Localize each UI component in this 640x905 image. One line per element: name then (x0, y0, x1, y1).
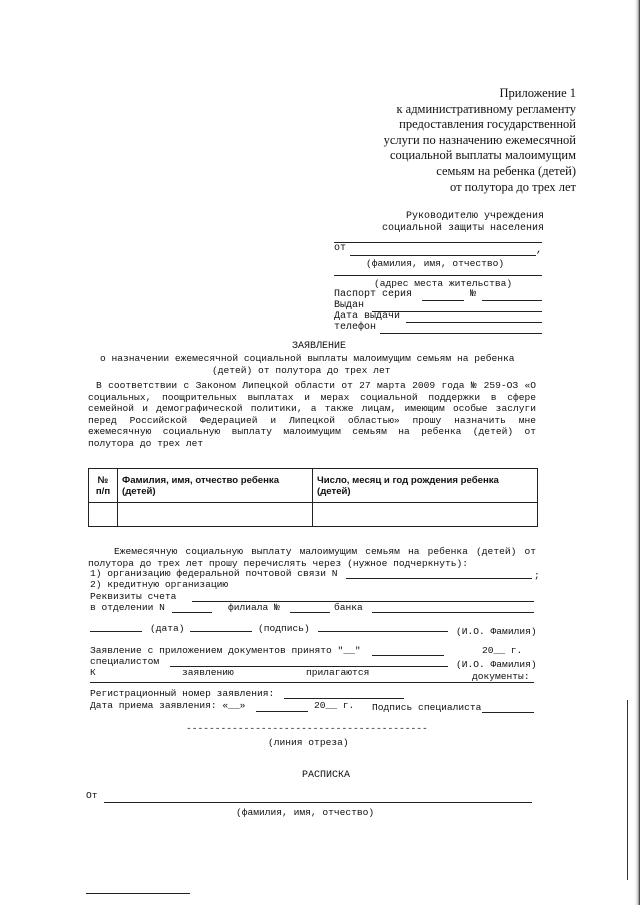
acceptance-year: 20__ г. (482, 645, 523, 656)
signature-line[interactable] (190, 631, 252, 632)
post-office-number-line[interactable] (346, 578, 532, 579)
cut-line-dashes: ------------------------------------------ (186, 723, 428, 734)
from-label: от (334, 243, 347, 254)
cell-number[interactable] (89, 503, 118, 527)
appendix-line: предоставления государственной (399, 117, 576, 132)
appendix-line: к административному регламенту (396, 101, 576, 116)
acceptance-month-line[interactable] (372, 655, 444, 656)
addressee-line1: Руководителю учреждения (406, 211, 545, 222)
receipt-from-label: От (86, 790, 98, 801)
appendix-line: услуги по назначению ежемесячной (383, 132, 576, 147)
cell-birthdate[interactable] (313, 503, 538, 527)
address-line[interactable] (334, 275, 542, 276)
attachments-label: прилагаются (306, 667, 370, 678)
branch-number-line[interactable] (172, 612, 212, 613)
passport-number-line[interactable] (482, 300, 542, 301)
col-fio-header: Фамилия, имя, отчество ребенка (детей) (118, 469, 313, 503)
initials-line[interactable] (318, 631, 448, 632)
appendix-line: социальной выплаты малоимущим (389, 148, 576, 163)
date-line[interactable] (90, 631, 142, 632)
filial-number-line[interactable] (290, 612, 330, 613)
initials-hint: (И.О. Фамилия) (456, 626, 537, 637)
receipt-fio-hint: (фамилия, имя, отчество) (236, 807, 375, 818)
attachments-k: К (90, 667, 96, 678)
form-title: ЗАЯВЛЕНИЕ (292, 341, 347, 352)
date-hint: (дата) (150, 623, 185, 634)
signature-hint: (подпись) (258, 623, 310, 634)
issued-label: Выдан (334, 300, 365, 311)
account-label: Реквизиты счета (90, 591, 177, 602)
receipt-fio-line[interactable] (104, 802, 532, 803)
passport-label: Паспорт серия (334, 289, 413, 300)
address-hint: (адрес места жительства) (374, 278, 513, 289)
form-subtitle-line2: (детей) от полутора до трех лет (212, 365, 391, 376)
passport-number-label: № (470, 289, 477, 300)
appendix-line: Приложение 1 (499, 86, 576, 100)
scan-edge-line (627, 700, 628, 880)
specialist-sign-label: Подпись специалиста (372, 702, 482, 713)
phone-line[interactable] (380, 333, 542, 334)
specialist-label: специалистом (90, 656, 160, 667)
reg-number-label: Регистрационный номер заявления: (90, 688, 275, 699)
payment-option-bank[interactable]: 2) кредитную организацию (90, 579, 229, 590)
appendix-header (384, 86, 576, 195)
form-subtitle-line1: о назначении ежемесячной социальной выплаты малоимущим семьям на ребенка (100, 353, 515, 364)
addressee-line2: социальной защиты населения (382, 223, 545, 234)
children-table (88, 468, 538, 527)
from-fio-line[interactable] (350, 255, 536, 256)
date-received-year: 20__ г. (314, 700, 355, 711)
date-received-label: Дата приема заявления: «__» (90, 700, 246, 711)
cell-fio[interactable] (118, 503, 313, 527)
documents-label: документы: (472, 671, 530, 682)
branch-label: в отделении N (90, 602, 165, 613)
specialist-sign-line[interactable] (482, 712, 534, 713)
appendix-line: от полутора до трех лет (449, 179, 576, 194)
from-comma: , (536, 245, 543, 256)
issue-date-label: Дата выдачи (334, 311, 401, 322)
body-paragraph: В соответствии с Законом Липецкой области от 27 марта 2009 года № 259-ОЗ «О социальных, поощрительных выплатах и мерах социальной поддержки в сфере семейной и демографической политики, а также лицам, имеющим особые заслуги перед Российской Федерацией и Липецкой областью» прошу назначить мне ежемесячную социальную выплату малоимущим семьям на ребенка (детей) от полутора до трех лет (88, 380, 536, 449)
specialist-initials-hint: (И.О. Фамилия) (456, 659, 537, 670)
passport-series-line[interactable] (422, 300, 464, 301)
documents-line[interactable] (90, 682, 534, 683)
option1-semicolon: ; (534, 570, 540, 581)
scan-edge-shadow (635, 0, 640, 905)
footnote-separator (86, 893, 190, 894)
appendix-line: семьям на ребенка (детей) (436, 163, 576, 178)
col-number-header: № п/п (89, 469, 118, 503)
receipt-title: РАСПИСКА (302, 770, 351, 781)
bank-label: банка (334, 602, 363, 613)
addressee-blank-line[interactable] (334, 242, 542, 243)
bank-line[interactable] (372, 612, 534, 613)
cut-line-label: (линия отреза) (268, 737, 349, 748)
payment-option-post[interactable]: 1) организацию федеральной почтовой связи N (90, 568, 338, 579)
date-received-month-line[interactable] (256, 711, 308, 712)
issue-date-line[interactable] (406, 322, 542, 323)
acceptance-line: Заявление с приложением документов принято "__" (90, 645, 361, 656)
col-birthdate-header: Число, месяц и год рождения ребенка (детей) (313, 469, 538, 503)
table-row (89, 503, 538, 527)
phone-label: телефон (334, 322, 377, 333)
attachments-zayavleniyu: заявлению (182, 667, 234, 678)
reg-number-line[interactable] (284, 698, 404, 699)
payment-paragraph: Ежемесячную социальную выплату малоимущим семьям на ребенка (детей) от полутора до трех лет прошу перечислять через (нужное подчеркнуть): (88, 546, 536, 569)
filial-label: филиала № (228, 602, 280, 613)
table-header-row (89, 469, 538, 503)
fio-hint: (фамилия, имя, отчество) (366, 258, 505, 269)
